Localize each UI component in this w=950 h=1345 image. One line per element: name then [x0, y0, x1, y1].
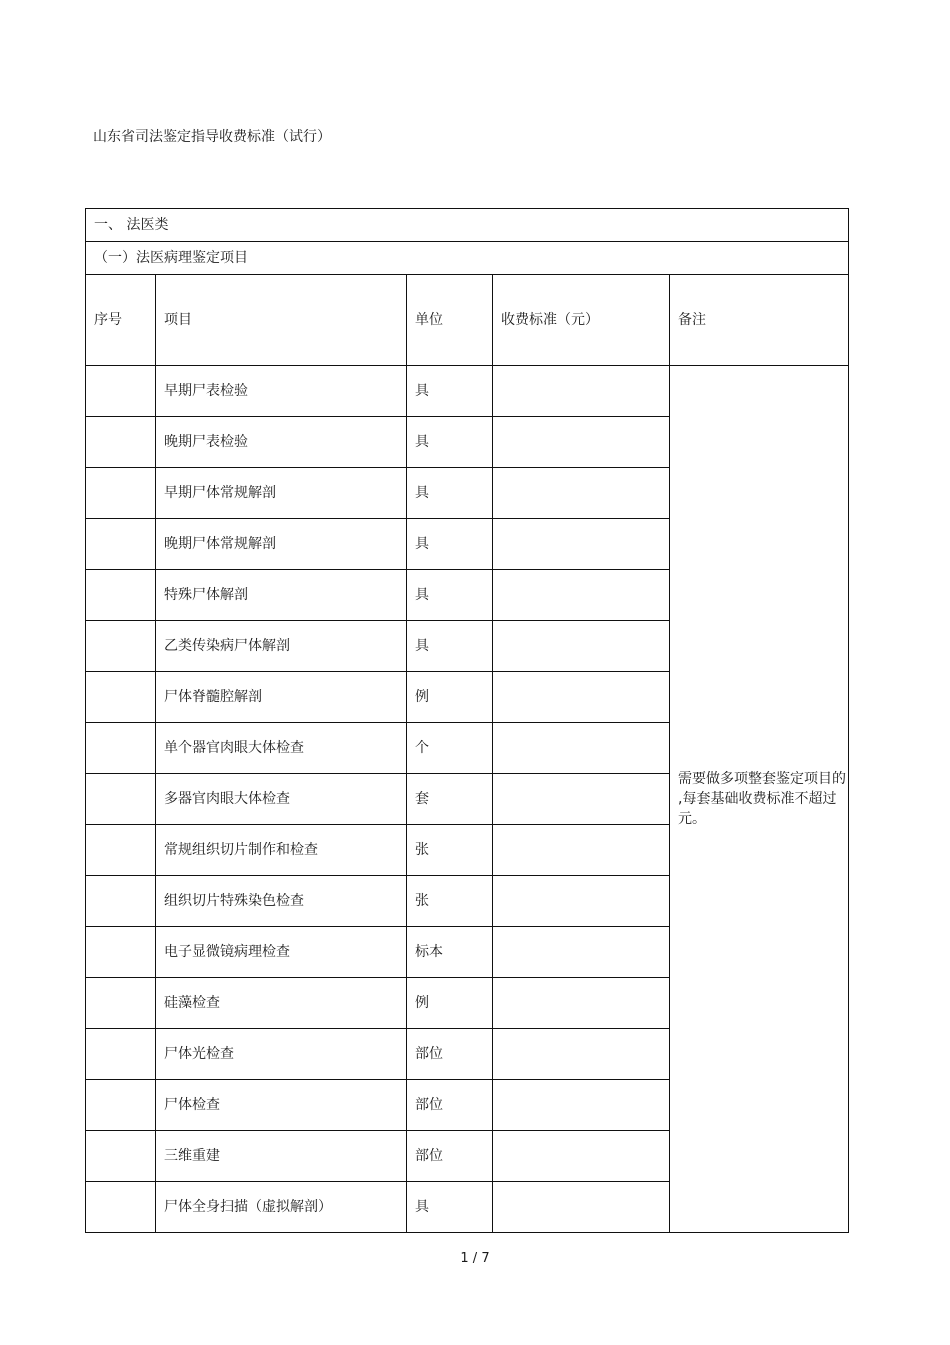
cell-item: 尸体脊髓腔解剖 [156, 672, 407, 723]
cell-no [86, 519, 156, 570]
column-header-unit: 单位 [407, 275, 493, 366]
cell-unit: 部位 [407, 1131, 493, 1182]
table-header-row [86, 275, 849, 366]
cell-fee [493, 672, 670, 723]
cell-item: 多器官肉眼大体检查 [156, 774, 407, 825]
cell-item: 早期尸表检验 [156, 366, 407, 417]
document-title: 山东省司法鉴定指导收费标准（试行） [93, 129, 331, 145]
cell-no [86, 468, 156, 519]
cell-fee [493, 1131, 670, 1182]
cell-no [86, 672, 156, 723]
cell-fee [493, 468, 670, 519]
cell-no [86, 1182, 156, 1233]
cell-fee [493, 774, 670, 825]
table-row [86, 366, 849, 417]
cell-remark: 需要做多项整套鉴定项目的 ,每套基础收费标准不超过元。 [670, 366, 849, 1233]
cell-item: 晚期尸体常规解剖 [156, 519, 407, 570]
cell-item: 特殊尸体解剖 [156, 570, 407, 621]
cell-item: 尸体光检查 [156, 1029, 407, 1080]
cell-fee [493, 366, 670, 417]
cell-fee [493, 876, 670, 927]
cell-unit: 张 [407, 825, 493, 876]
cell-no [86, 621, 156, 672]
cell-unit: 具 [407, 1182, 493, 1233]
cell-unit: 具 [407, 468, 493, 519]
cell-unit: 套 [407, 774, 493, 825]
cell-item: 电子显微镜病理检查 [156, 927, 407, 978]
cell-item: 组织切片特殊染色检查 [156, 876, 407, 927]
cell-item: 尸体全身扫描（虚拟解剖） [156, 1182, 407, 1233]
cell-no [86, 723, 156, 774]
cell-no [86, 570, 156, 621]
section-title: 一、 法医类 [86, 209, 849, 242]
cell-fee [493, 1029, 670, 1080]
cell-no [86, 417, 156, 468]
cell-fee [493, 1080, 670, 1131]
cell-unit: 个 [407, 723, 493, 774]
cell-fee [493, 519, 670, 570]
column-header-remark: 备注 [670, 275, 849, 366]
cell-unit: 具 [407, 519, 493, 570]
cell-unit: 张 [407, 876, 493, 927]
cell-item: 三维重建 [156, 1131, 407, 1182]
cell-fee [493, 723, 670, 774]
cell-item: 晚期尸表检验 [156, 417, 407, 468]
cell-item: 硅藻检查 [156, 978, 407, 1029]
cell-item: 单个器官肉眼大体检查 [156, 723, 407, 774]
cell-no [86, 825, 156, 876]
cell-fee [493, 927, 670, 978]
section-row [86, 209, 849, 242]
cell-item: 常规组织切片制作和检查 [156, 825, 407, 876]
fee-table [85, 208, 849, 1233]
cell-unit: 例 [407, 672, 493, 723]
cell-unit: 部位 [407, 1029, 493, 1080]
cell-no [86, 774, 156, 825]
cell-no [86, 1131, 156, 1182]
cell-item: 早期尸体常规解剖 [156, 468, 407, 519]
cell-unit: 具 [407, 570, 493, 621]
cell-item: 尸体检查 [156, 1080, 407, 1131]
column-header-no: 序号 [86, 275, 156, 366]
page-number: 1 / 7 [460, 1251, 490, 1266]
subsection-title: （一）法医病理鉴定项目 [86, 242, 849, 275]
cell-unit: 具 [407, 621, 493, 672]
cell-fee [493, 570, 670, 621]
cell-no [86, 1029, 156, 1080]
cell-unit: 具 [407, 366, 493, 417]
cell-item: 乙类传染病尸体解剖 [156, 621, 407, 672]
column-header-item: 项目 [156, 275, 407, 366]
cell-unit: 具 [407, 417, 493, 468]
subsection-row [86, 242, 849, 275]
cell-fee [493, 825, 670, 876]
cell-fee [493, 621, 670, 672]
cell-unit: 部位 [407, 1080, 493, 1131]
cell-fee [493, 978, 670, 1029]
cell-unit: 标本 [407, 927, 493, 978]
column-header-fee: 收费标准（元） [493, 275, 670, 366]
cell-no [86, 1080, 156, 1131]
cell-no [86, 876, 156, 927]
cell-no [86, 978, 156, 1029]
cell-no [86, 366, 156, 417]
cell-no [86, 927, 156, 978]
cell-unit: 例 [407, 978, 493, 1029]
cell-fee [493, 417, 670, 468]
cell-fee [493, 1182, 670, 1233]
